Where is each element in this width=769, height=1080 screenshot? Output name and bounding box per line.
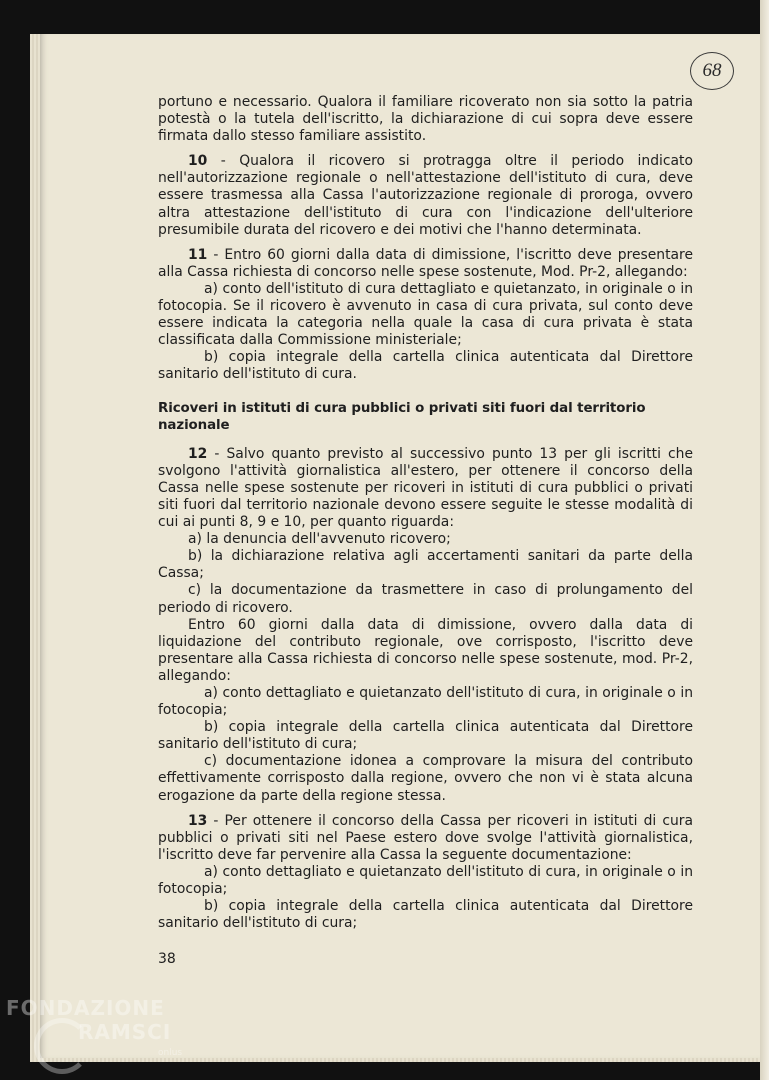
paragraph-11 — [158, 247, 693, 281]
item-number: 11 — [188, 246, 208, 263]
item-number: 10 — [188, 153, 208, 170]
list-item-c: c) documentazione idonea a comprovare la misura del contributo effettivamente corrisposto dalla regione, ovvero che non vi è stata alcuna erogazione da parte della regione stessa. — [158, 753, 693, 804]
watermark-line3: onlus — [158, 1048, 183, 1058]
list-item-a: a) conto dettagliato e quietanzato dell'istituto di cura, in originale o in fotocopia; — [158, 863, 693, 898]
list-item-a: a) conto dettagliato e quietanzato dell'istituto di cura, in originale o in fotocopia; — [158, 685, 693, 719]
item-number: 12 — [188, 445, 208, 462]
paragraph-text: - Salvo quanto previsto al successivo punto 13 per gli iscritti che svolgono l'attività giornalistica all'estero, per ottenere il concorso della Cassa nelle spese sostenute per ricoveri in istituti di cura pubblici o privati siti fuori dal territorio nazionale devono essere seguite le stesse modalità di cui ai punti 8, 9 e 10, per quanto riguarda: — [158, 445, 693, 531]
paragraph-continuation: portuno e necessario. Qualora il familiare ricoverato non sia sotto la patria potestà o la tutela dell'iscritto, la dichiarazione di cui sopra deve essere firmata dallo stesso familiare assistito. — [158, 94, 693, 145]
page-number: 38 — [158, 951, 176, 967]
list-item-b: b) copia integrale della cartella clinica autenticata dal Direttore sanitario dell'istituto di cura; — [158, 898, 693, 932]
watermark — [6, 996, 196, 1076]
paragraph-10 — [158, 153, 693, 238]
watermark-line1: FONDAZIONE — [6, 996, 165, 1020]
paragraph-text: - Per ottenere il concorso della Cassa per ricoveri in istituti di cura pubblici o privati siti nel Paese estero dove svolge l'attività giornalistica, l'iscritto deve far pervenire alla Cassa la seguente documentazione: — [158, 812, 693, 863]
list-item-b: b) la dichiarazione relativa agli accertamenti sanitari da parte della Cassa; — [158, 548, 693, 582]
list-item-a: a) conto dell'istituto di cura dettagliato e quietanzato, in originale o in fotocopia. Se il ricovero è avvenuto in casa di cura privata, sul conto deve essere indicata la categoria nella quale la casa di cura privata è stata classificata dalla Commissione ministeriale; — [158, 280, 693, 349]
paragraph-text: - Qualora il ricovero si protragga oltre il periodo indicato nell'autorizzazione regionale o nell'attestazione dell'istituto di cura, deve essere trasmessa alla Cassa l'autorizzazione regionale di proroga, ovvero altra attestazione dell'istituto di cura con l'indicazione dell'ulteriore presumibile durata del ricovero e dei motivi che l'hanno determinata. — [158, 153, 693, 238]
list-item-b: b) copia integrale della cartella clinica autenticata dal Direttore sanitario dell'istituto di cura. — [158, 349, 693, 383]
document-body — [158, 94, 693, 932]
paragraph-entro: Entro 60 giorni dalla data di dimissione, ovvero dalla data di liquidazione del contributo regionale, ove corrisposto, l'iscritto deve presentare alla Cassa richiesta di concorso nelle spese sostenute, mod. Pr-2, allegando: — [158, 616, 693, 684]
paragraph-text: - Entro 60 giorni dalla data di dimissione, l'iscritto deve presentare alla Cassa richiesta di concorso nelle spese sostenute, Mod. Pr-2, allegando: — [158, 246, 693, 280]
section-heading: Ricoveri in istituti di cura pubblici o privati siti fuori dal territorio nazionale — [158, 400, 646, 433]
archive-stamp: 68 — [690, 52, 734, 90]
list-item-b: b) copia integrale della cartella clinica autenticata dal Direttore sanitario dell'istituto di cura; — [158, 719, 693, 753]
paragraph-13 — [158, 813, 693, 864]
watermark-line2: RAMSCI — [78, 1020, 172, 1044]
list-item-a: a) la denuncia dell'avvenuto ricovero; — [188, 531, 451, 548]
paragraph-12 — [158, 446, 693, 531]
list-item-c: c) la documentazione da trasmettere in caso di prolungamento del periodo di ricovero. — [158, 582, 693, 616]
page-right-edge — [760, 0, 769, 1080]
item-number: 13 — [188, 812, 208, 829]
